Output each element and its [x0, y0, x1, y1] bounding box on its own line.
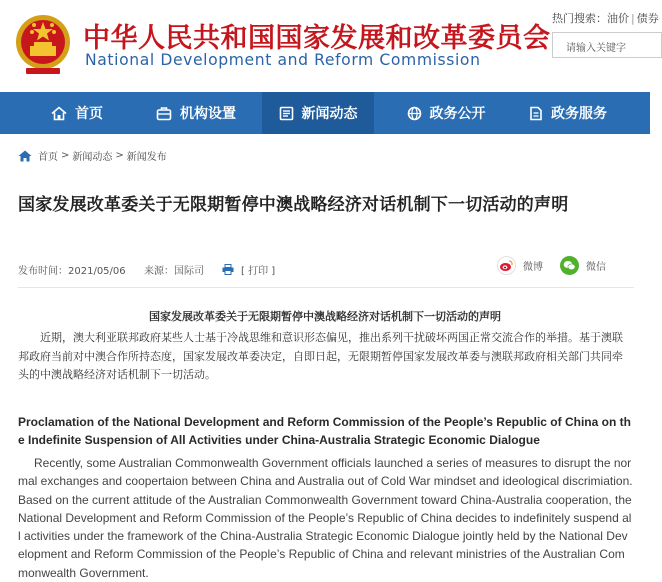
nav-item-label: 政务服务	[551, 106, 607, 122]
share-weibo-label: 微博	[523, 262, 543, 273]
nav-item-label: 机构设置	[180, 106, 236, 122]
site-header	[0, 0, 659, 92]
briefcase-icon	[156, 106, 172, 121]
national-emblem-icon	[14, 12, 72, 76]
breadcrumb-link-press-release[interactable]: 新闻发布	[126, 152, 167, 163]
document-icon	[529, 106, 543, 121]
share-wechat-label: 微信	[586, 262, 606, 273]
site-title-cn: 中华人民共和国国家发展和改革委员会	[83, 23, 551, 54]
article-source: 来源：国际司	[144, 266, 204, 277]
share-weibo-button[interactable]	[497, 256, 543, 275]
article-body-en: Recently, some Australian Commonwealth Government officials launched a series of measures to disrupt the normal exchanges and coopertaion between China and Australia out of Cold War mindset and ideological discrimiation. Based on the current attitude of the Australian Commonwealth Government toward China-Australia cooperation, the National Development and Reform Commission of the People’s Republic of China decides to indefinitely suspend all activities under the framework of the China-Australia Strategic Economic Dialogue jointly held by the National Development and Reform Commission of the People’s Republic of China and relevant ministries of the Australian Commonwealth Government.	[18, 456, 633, 580]
article-subtitle-cn: 国家发展改革委关于无限期暂停中澳战略经济对话机制下一切活动的声明	[149, 310, 501, 323]
breadcrumb-separator: >	[115, 150, 124, 161]
search-input[interactable]	[552, 32, 662, 58]
hot-search-label: 热门搜索：	[552, 12, 607, 25]
home-icon	[18, 150, 32, 162]
nav-item-organization[interactable]	[142, 92, 250, 134]
breadcrumb-link-home[interactable]: 首页	[38, 152, 58, 163]
print-button[interactable]	[222, 262, 275, 277]
nav-item-label: 新闻动态	[301, 106, 358, 122]
main-nav	[0, 92, 650, 134]
nav-item-government-affairs[interactable]	[392, 92, 500, 134]
print-label: [ 打印 ]	[241, 266, 276, 277]
breadcrumb	[18, 148, 167, 163]
site-title-en: National Development and Reform Commission	[85, 51, 481, 69]
printer-icon	[222, 264, 234, 275]
nav-item-label: 首页	[75, 106, 103, 122]
wechat-icon	[560, 256, 579, 275]
nav-item-label: 政务公开	[429, 106, 486, 122]
nav-item-home[interactable]	[32, 92, 122, 134]
breadcrumb-separator: >	[61, 150, 70, 161]
news-icon	[279, 106, 294, 121]
weibo-icon	[497, 256, 516, 275]
divider	[18, 287, 634, 288]
publish-date: 发布时间：2021/05/06	[18, 266, 126, 277]
globe-icon	[407, 106, 422, 121]
hot-search	[552, 10, 659, 26]
home-icon	[51, 106, 67, 121]
article-title-en: Proclamation of the National Development and Reform Commission of the People’s Republic of China on the Indefinite Suspension of All Activities under China-Australia Strategic Economic Dialogue	[18, 415, 631, 447]
hot-search-link[interactable]: 油价	[607, 12, 629, 25]
article-body-cn: 近期，澳大利亚联邦政府某些人士基于冷战思维和意识形态偏见，推出系列干扰破坏两国正常交流合作的举措。基于澳联邦政府当前对中澳合作所持态度，国家发展改革委决定，自即日起，无限期暂停国家发展改革委与澳联邦政府相关部门共同牵头的中澳战略经济对话机制下一切活动。	[18, 331, 623, 381]
breadcrumb-link-news[interactable]: 新闻动态	[72, 152, 113, 163]
nav-item-government-services[interactable]	[514, 92, 622, 134]
nav-item-news[interactable]	[262, 92, 374, 134]
hot-search-link[interactable]: 债券	[636, 12, 659, 25]
hot-search-separator: |	[631, 12, 635, 25]
share-wechat-button[interactable]	[560, 256, 606, 275]
article-headline: 国家发展改革委关于无限期暂停中澳战略经济对话机制下一切活动的声明	[18, 195, 569, 215]
search-placeholder: 请输入关键字	[566, 43, 626, 54]
